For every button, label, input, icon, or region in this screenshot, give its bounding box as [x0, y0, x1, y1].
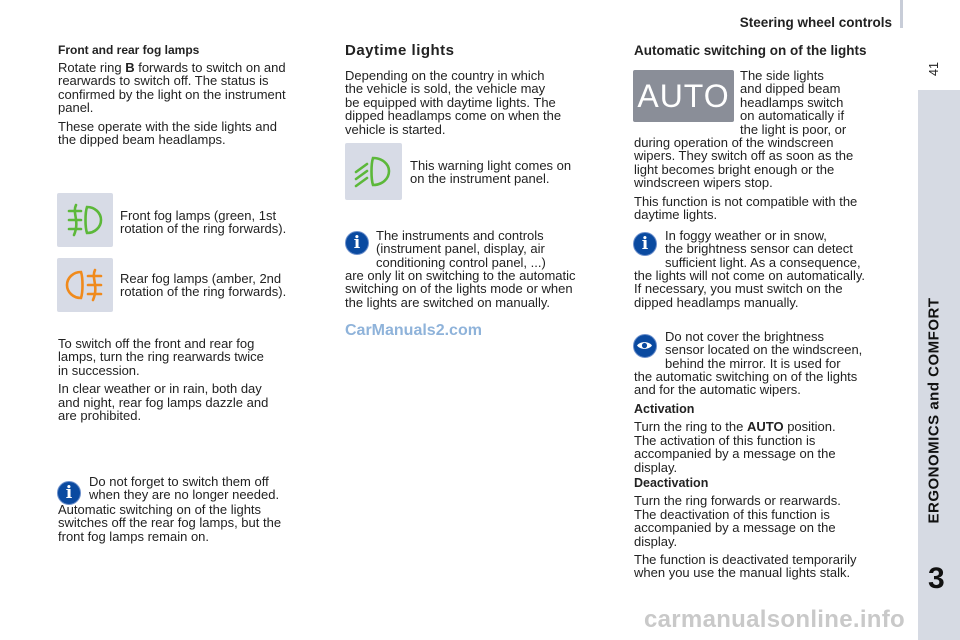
daytime-lights-intro: Depending on the country in which the vehicle is sold, the vehicle may be equipped with daytime lights. The dipped headlamps come on when the vehicle is started. — [345, 68, 562, 137]
daytime-lights-heading: Daytime lights — [345, 42, 455, 59]
page-number: 41 — [927, 62, 941, 76]
foggy-note-body: the lights will not come on automatically. If necessary, you must switch on the dipped headlamps manually. — [634, 268, 865, 310]
auto-icon-label: AUTO — [637, 77, 730, 114]
front-fog-lamp-icon — [57, 193, 113, 247]
header-divider — [900, 0, 903, 28]
daytime-warning-text: This warning light comes on on the instrument panel. — [410, 158, 572, 187]
watermark-carmanuals2: CarManuals2.com — [345, 322, 482, 339]
sensor-note-body: the automatic switching on of the lights and for the automatic wipers. — [634, 369, 858, 398]
rear-fog-lamp-icon — [57, 258, 113, 312]
auto-icon — [633, 70, 734, 122]
deactivation-section: Deactivation Turn the ring forwards or rearwards. The deactivation of this function is accompanied by a message on the display. The function is deactivated temporarily when you use the manual lights stalk. — [634, 477, 909, 580]
sensor-note-top: Do not cover the brightness sensor located on the windscreen, behind the mirror. It is used for — [665, 329, 863, 371]
chapter-title: ERGONOMICS and COMFORT — [925, 297, 943, 524]
daytime-lamp-icon — [345, 143, 402, 200]
fog-lamps-heading: Front and rear fog lamps — [58, 43, 200, 57]
fog-note-top: Do not forget to switch them off when they are no longer needed. — [89, 474, 280, 503]
deactivation-heading: Deactivation — [634, 476, 709, 490]
fog-note-body: Automatic switching on of the lights switches off the rear fog lamps, but the front fog lamps remain on. — [58, 502, 282, 544]
activation-heading: Activation — [634, 402, 695, 416]
auto-lights-intro-body: during operation of the windscreen wipers. They switch off as soon as the light becomes bright enough or the windscreen wipers stop. This function is not compatible with the daytime lights. — [634, 135, 858, 223]
auto-lights-intro-top: The side lights and dipped beam headlamps switch on automatically if the light is poor, or — [740, 68, 847, 137]
footer-watermark: carmanualsonline.info — [644, 606, 906, 633]
page-header-title: Steering wheel controls — [739, 15, 892, 30]
info-icon: i — [345, 231, 369, 255]
front-fog-caption: Front fog lamps (green, 1st rotation of the ring forwards). — [120, 208, 287, 237]
instruments-note-top: The instruments and controls (instrument panel, display, air conditioning control panel, ...) — [376, 228, 546, 270]
foggy-note-top: In foggy weather or in snow, the brightness sensor can detect sufficient light. As a consequence, — [665, 228, 861, 270]
eye-icon — [633, 334, 657, 358]
info-icon: i — [57, 481, 81, 505]
auto-lights-heading: Automatic switching on of the lights — [634, 43, 867, 58]
fog-lamps-intro: Rotate ring B forwards to switch on and rearwards to switch off. The status is confirmed by the light on the instrument panel. These operate with the side lights and the dipped beam headlamps. — [58, 60, 286, 148]
info-icon: i — [633, 232, 657, 256]
activation-section: Activation Turn the ring to the AUTO position. The activation of this function is accompanied by a message on the display. — [634, 403, 909, 474]
rear-fog-caption: Rear fog lamps (amber, 2nd rotation of the ring forwards). — [120, 271, 287, 300]
chapter-number: 3 — [928, 562, 945, 595]
fog-lamps-switch-off: To switch off the front and rear fog lamps, turn the ring rearwards twice in succession. In clear weather or in rain, both day and night, rear fog lamps dazzle and are prohibited. — [58, 336, 269, 424]
instruments-note-body: are only lit on switching to the automatic switching on of the lights mode or when the lights are switched on manually. — [345, 268, 576, 310]
